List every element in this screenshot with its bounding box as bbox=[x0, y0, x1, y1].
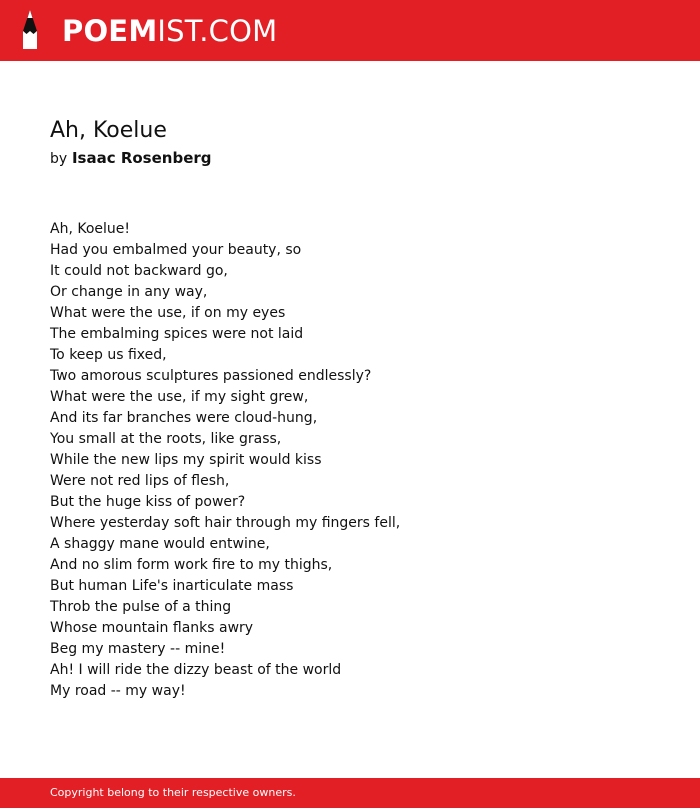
poem-line: My road -- my way! bbox=[50, 683, 186, 699]
by-label: by bbox=[50, 151, 68, 167]
poem-heading bbox=[50, 116, 670, 170]
poem-line: Throb the pulse of a thing bbox=[50, 599, 232, 615]
poem-line: But the huge kiss of power? bbox=[50, 494, 246, 510]
poem-line: Had you embalmed your beauty, so bbox=[50, 242, 302, 258]
poem-line: What were the use, if on my eyes bbox=[50, 305, 286, 321]
site-footer bbox=[0, 778, 700, 808]
site-logo[interactable] bbox=[62, 13, 277, 49]
poem-line: It could not backward go, bbox=[50, 263, 228, 279]
poem-body bbox=[50, 219, 670, 702]
poem-line: To keep us fixed, bbox=[50, 347, 167, 363]
poem-line: Ah, Koelue! bbox=[50, 221, 131, 237]
logo-bold-text: POEM bbox=[62, 14, 158, 48]
author-name: Isaac Rosenberg bbox=[71, 149, 212, 167]
poem-line: Where yesterday soft hair through my fingers fell, bbox=[50, 515, 401, 531]
byline bbox=[50, 147, 670, 170]
logo-light-text: IST.COM bbox=[157, 14, 278, 48]
poem-line: Two amorous sculptures passioned endlessly? bbox=[50, 368, 372, 384]
poem-line: While the new lips my spirit would kiss bbox=[50, 452, 322, 468]
poem-title: Ah, Koelue bbox=[50, 118, 167, 143]
copyright-notice: Copyright belong to their respective owners. bbox=[50, 786, 296, 799]
site-header bbox=[0, 0, 700, 61]
pencil-tip-icon[interactable] bbox=[18, 9, 42, 51]
poem-line: You small at the roots, like grass, bbox=[50, 431, 282, 447]
poem-line: Whose mountain flanks awry bbox=[50, 620, 254, 636]
poem-line: But human Life's inarticulate mass bbox=[50, 578, 294, 594]
poem-line: Beg my mastery -- mine! bbox=[50, 641, 226, 657]
poem-line: The embalming spices were not laid bbox=[50, 326, 304, 342]
poem-line: What were the use, if my sight grew, bbox=[50, 389, 309, 405]
poem-line: And its far branches were cloud-hung, bbox=[50, 410, 318, 426]
poem-line: And no slim form work fire to my thighs, bbox=[50, 557, 333, 573]
poem-line: Or change in any way, bbox=[50, 284, 208, 300]
poem-line: A shaggy mane would entwine, bbox=[50, 536, 270, 552]
poem-line: Ah! I will ride the dizzy beast of the world bbox=[50, 662, 342, 678]
poem-line: Were not red lips of flesh, bbox=[50, 473, 230, 489]
